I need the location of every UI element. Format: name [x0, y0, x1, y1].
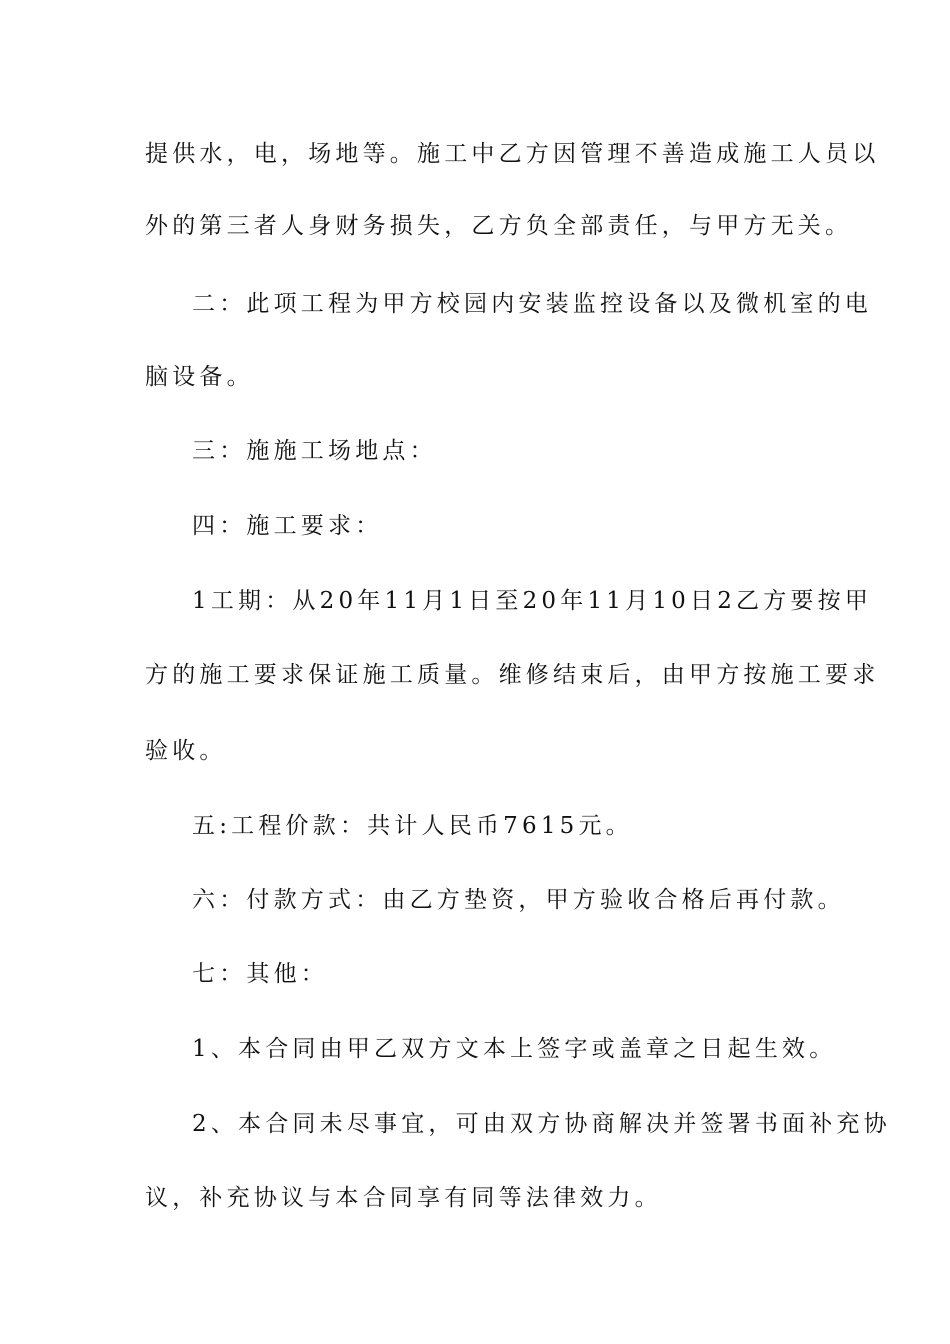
paragraph-line: 验收。: [145, 738, 227, 764]
paragraph-line: 2、本合同未尽事宜，可由双方协商解决并签署书面补充协: [192, 1111, 891, 1137]
paragraph-line: 议，补充协议与本合同享有同等法律效力。: [145, 1185, 662, 1211]
paragraph-line: 四：施工要求：: [192, 513, 383, 539]
paragraph-line: 1工期：从20年11月1日至20年11月10日2乙方要按甲: [192, 588, 873, 614]
paragraph-line: 外的第三者人身财务损失，乙方负全部责任，与甲方无关。: [145, 213, 853, 239]
paragraph-line: 二：此项工程为甲方校园内安装监控设备以及微机室的电: [192, 291, 872, 317]
paragraph-line: 三：施施工场地点：: [192, 438, 437, 464]
paragraph-line: 1、本合同由甲乙双方文本上签字或盖章之日起生效。: [192, 1036, 837, 1062]
paragraph-line: 六：付款方式：由乙方垫资，甲方验收合格后再付款。: [192, 887, 845, 913]
paragraph-line: 七：其他：: [192, 961, 328, 987]
paragraph-line: 方的施工要求保证施工质量。维修结束后，由甲方按施工要求: [145, 662, 880, 688]
paragraph-line: 脑设备。: [145, 364, 254, 390]
paragraph-line: 提供水，电，场地等。施工中乙方因管理不善造成施工人员以: [145, 141, 880, 167]
paragraph-line: 五:工程价款：共计人民币7615元。: [192, 813, 633, 839]
